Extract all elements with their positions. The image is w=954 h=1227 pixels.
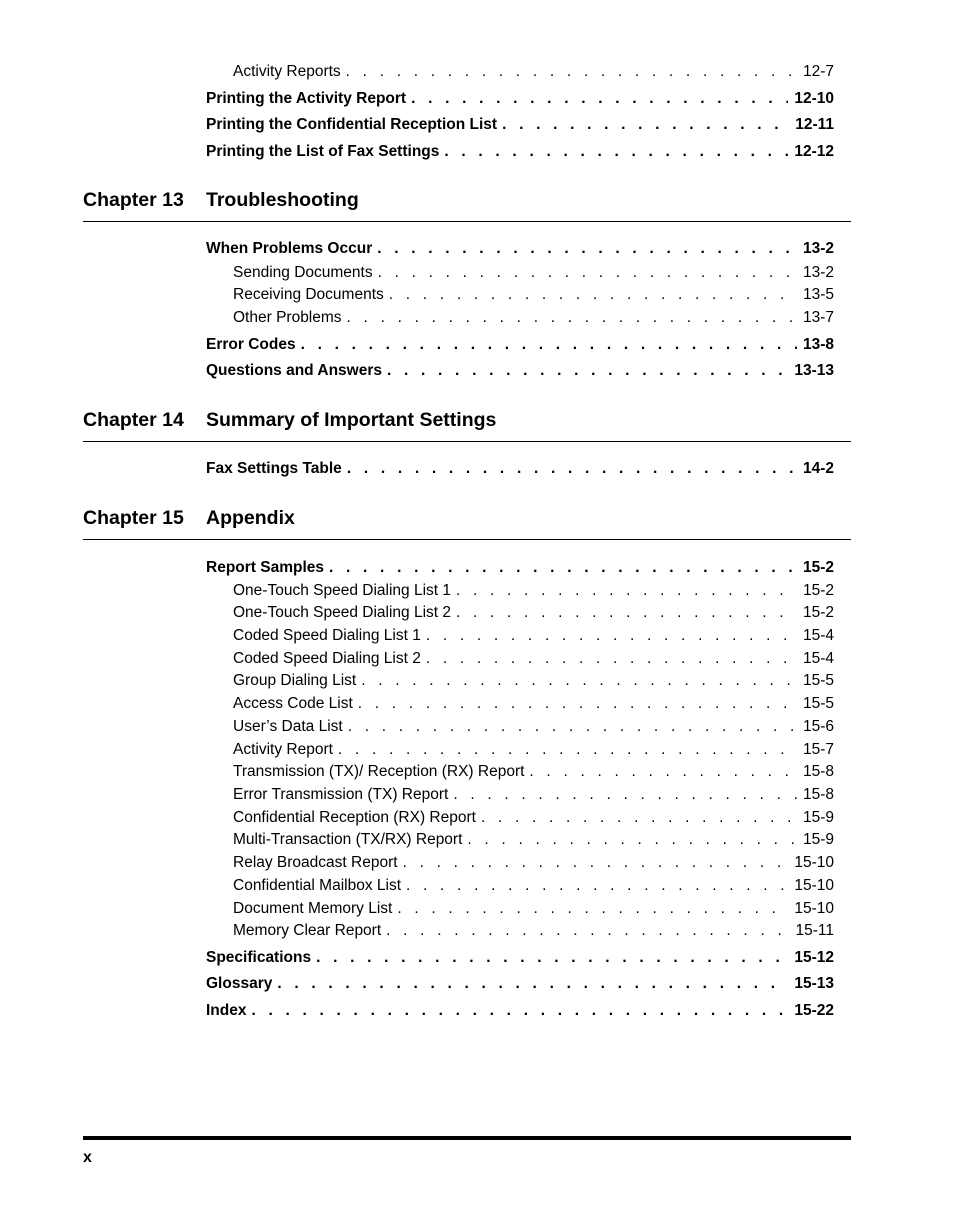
toc-entry-title: Receiving Documents	[233, 286, 384, 303]
toc-entry-page: 15-11	[795, 922, 834, 939]
dot-leader	[406, 877, 788, 895]
toc-entry-transmission-tx-reception-rx-report[interactable]	[233, 763, 834, 785]
dot-leader	[316, 949, 788, 967]
toc-entry-page: 13-2	[802, 240, 834, 257]
toc-entry-page: 15-2	[802, 582, 834, 599]
toc-entry-questions-and-answers[interactable]	[206, 362, 834, 384]
toc-entry-page: 15-13	[794, 975, 834, 992]
dot-leader	[453, 786, 797, 804]
toc-entry-page: 15-22	[794, 1002, 834, 1019]
toc-entry-page: 15-10	[794, 900, 834, 917]
toc-entry-page: 15-7	[802, 741, 834, 758]
dot-leader	[456, 582, 797, 600]
dot-leader	[251, 1002, 788, 1020]
dot-leader	[426, 650, 797, 668]
toc-entry-activity-report[interactable]	[233, 741, 834, 763]
toc-entry-title: Fax Settings Table	[206, 460, 342, 477]
toc-entry-title: Specifications	[206, 949, 312, 966]
toc-entry-confidential-mailbox-list[interactable]	[233, 877, 834, 899]
toc-entry-title: Confidential Mailbox List	[233, 877, 402, 894]
toc-entry-title: Activity Reports	[233, 63, 341, 80]
footer-rule	[83, 1136, 851, 1140]
dot-leader	[348, 718, 797, 736]
toc-entry-title: Error Transmission (TX) Report	[233, 786, 449, 803]
toc-entry-page: 15-9	[802, 831, 834, 848]
dot-leader	[329, 559, 797, 577]
dot-leader	[529, 763, 797, 781]
toc-entry-title: Printing the Confidential Reception List	[206, 116, 498, 133]
chapter-title: Appendix	[206, 507, 295, 529]
toc-entry-activity-reports[interactable]	[233, 63, 834, 85]
toc-entry-page: 15-9	[802, 809, 834, 826]
toc-entry-title: One-Touch Speed Dialing List 1	[233, 582, 451, 599]
toc-entry-one-touch-speed-dialing-list-1[interactable]	[233, 582, 834, 604]
toc-entry-title: Index	[206, 1002, 247, 1019]
toc-entry-title: Document Memory List	[233, 900, 393, 917]
dot-leader	[481, 809, 797, 827]
toc-entry-receiving-documents[interactable]	[233, 286, 834, 308]
toc-entry-page: 15-8	[802, 786, 834, 803]
dot-leader	[338, 741, 797, 759]
toc-entry-confidential-reception-rx-report[interactable]	[233, 809, 834, 831]
dot-leader	[411, 90, 788, 108]
toc-entry-title: Access Code List	[233, 695, 353, 712]
toc-entry-report-samples[interactable]	[206, 559, 834, 581]
toc-entry-printing-the-list-of-fax-settings[interactable]	[206, 143, 834, 165]
dot-leader	[502, 116, 789, 134]
dot-leader	[387, 362, 788, 380]
toc-entry-one-touch-speed-dialing-list-2[interactable]	[233, 604, 834, 626]
dot-leader	[378, 264, 797, 282]
toc-entry-relay-broadcast-report[interactable]	[233, 854, 834, 876]
chapter-heading	[83, 407, 851, 442]
toc-entry-title: Printing the Activity Report	[206, 90, 407, 107]
toc-entry-title: Group Dialing List	[233, 672, 357, 689]
toc-entry-group-dialing-list[interactable]	[233, 672, 834, 694]
toc-entry-multi-transaction-tx-rx-report[interactable]	[233, 831, 834, 853]
dot-leader	[397, 900, 788, 918]
dot-leader	[358, 695, 797, 713]
toc-entry-printing-the-activity-report[interactable]	[206, 90, 834, 112]
toc-entry-page: 13-13	[794, 362, 834, 379]
toc-entry-page: 13-2	[802, 264, 834, 281]
toc-entry-other-problems[interactable]	[233, 309, 834, 331]
toc-entry-title: Relay Broadcast Report	[233, 854, 398, 871]
toc-entry-title: User’s Data List	[233, 718, 343, 735]
dot-leader	[426, 627, 797, 645]
dot-leader	[301, 336, 797, 354]
toc-entry-page: 15-5	[802, 672, 834, 689]
toc-entry-title: Glossary	[206, 975, 273, 992]
dot-leader	[444, 143, 788, 161]
toc-entry-page: 15-2	[802, 559, 834, 576]
toc-entry-title: Transmission (TX)/ Reception (RX) Report	[233, 763, 525, 780]
chapter-heading	[83, 505, 851, 540]
chapter-label: Chapter 13	[83, 189, 184, 211]
chapter-heading	[83, 187, 851, 222]
toc-entry-title: Coded Speed Dialing List 1	[233, 627, 421, 644]
chapter-title: Summary of Important Settings	[206, 409, 497, 431]
chapter-title: Troubleshooting	[206, 189, 359, 211]
toc-entry-sending-documents[interactable]	[233, 264, 834, 286]
toc-entry-page: 12-12	[794, 143, 834, 160]
toc-entry-title: Sending Documents	[233, 264, 373, 281]
chapter-label: Chapter 14	[83, 409, 184, 431]
toc-entry-title: Activity Report	[233, 741, 333, 758]
toc-entry-page: 12-7	[802, 63, 834, 80]
dot-leader	[347, 309, 797, 327]
toc-entry-title: Confidential Reception (RX) Report	[233, 809, 476, 826]
toc-entry-page: 15-4	[802, 627, 834, 644]
dot-leader	[347, 460, 797, 478]
toc-entry-page: 15-8	[802, 763, 834, 780]
toc-entry-when-problems-occur[interactable]	[206, 240, 834, 262]
dot-leader	[389, 286, 797, 304]
toc-entry-user-s-data-list[interactable]	[233, 718, 834, 740]
toc-entry-title: One-Touch Speed Dialing List 2	[233, 604, 451, 621]
toc-entry-page: 12-11	[795, 116, 834, 133]
dot-leader	[277, 975, 788, 993]
toc-entry-page: 14-2	[802, 460, 834, 477]
dot-leader	[377, 240, 797, 258]
toc-entry-title: Other Problems	[233, 309, 342, 326]
toc-entry-title: When Problems Occur	[206, 240, 373, 257]
page-number: x	[83, 1149, 92, 1166]
toc-entry-glossary[interactable]	[206, 975, 834, 997]
toc-entry-title: Memory Clear Report	[233, 922, 382, 939]
toc-entry-page: 12-10	[794, 90, 834, 107]
toc-entry-access-code-list[interactable]	[233, 695, 834, 717]
toc-entry-memory-clear-report[interactable]	[233, 922, 834, 944]
toc-entry-page: 15-4	[802, 650, 834, 667]
toc-entry-title: Report Samples	[206, 559, 325, 576]
toc-entry-page: 15-2	[802, 604, 834, 621]
toc-entry-coded-speed-dialing-list-1[interactable]	[233, 627, 834, 649]
toc-entry-title: Multi-Transaction (TX/RX) Report	[233, 831, 463, 848]
toc-entry-title: Questions and Answers	[206, 362, 382, 379]
toc-entry-coded-speed-dialing-list-2[interactable]	[233, 650, 834, 672]
dot-leader	[346, 63, 797, 81]
dot-leader	[386, 922, 789, 940]
dot-leader	[361, 672, 797, 690]
toc-entry-page: 15-5	[802, 695, 834, 712]
chapter-label: Chapter 15	[83, 507, 184, 529]
toc-entry-error-transmission-tx-report[interactable]	[233, 786, 834, 808]
toc-entry-document-memory-list[interactable]	[233, 900, 834, 922]
toc-entry-printing-the-confidential-reception-list[interactable]	[206, 116, 834, 138]
toc-entry-fax-settings-table[interactable]	[206, 460, 834, 482]
toc-entry-page: 13-7	[802, 309, 834, 326]
dot-leader	[403, 854, 789, 872]
toc-entry-index[interactable]	[206, 1002, 834, 1024]
toc-entry-title: Printing the List of Fax Settings	[206, 143, 440, 160]
toc-entry-page: 15-12	[794, 949, 834, 966]
toc-entry-title: Error Codes	[206, 336, 296, 353]
toc-entry-page: 15-6	[802, 718, 834, 735]
toc-entry-page: 15-10	[794, 854, 834, 871]
toc-entry-error-codes[interactable]	[206, 336, 834, 358]
dot-leader	[456, 604, 797, 622]
toc-entry-specifications[interactable]	[206, 949, 834, 971]
toc-entry-page: 15-10	[794, 877, 834, 894]
dot-leader	[467, 831, 797, 849]
toc-entry-page: 13-5	[802, 286, 834, 303]
toc-entry-page: 13-8	[802, 336, 834, 353]
toc-entry-title: Coded Speed Dialing List 2	[233, 650, 421, 667]
